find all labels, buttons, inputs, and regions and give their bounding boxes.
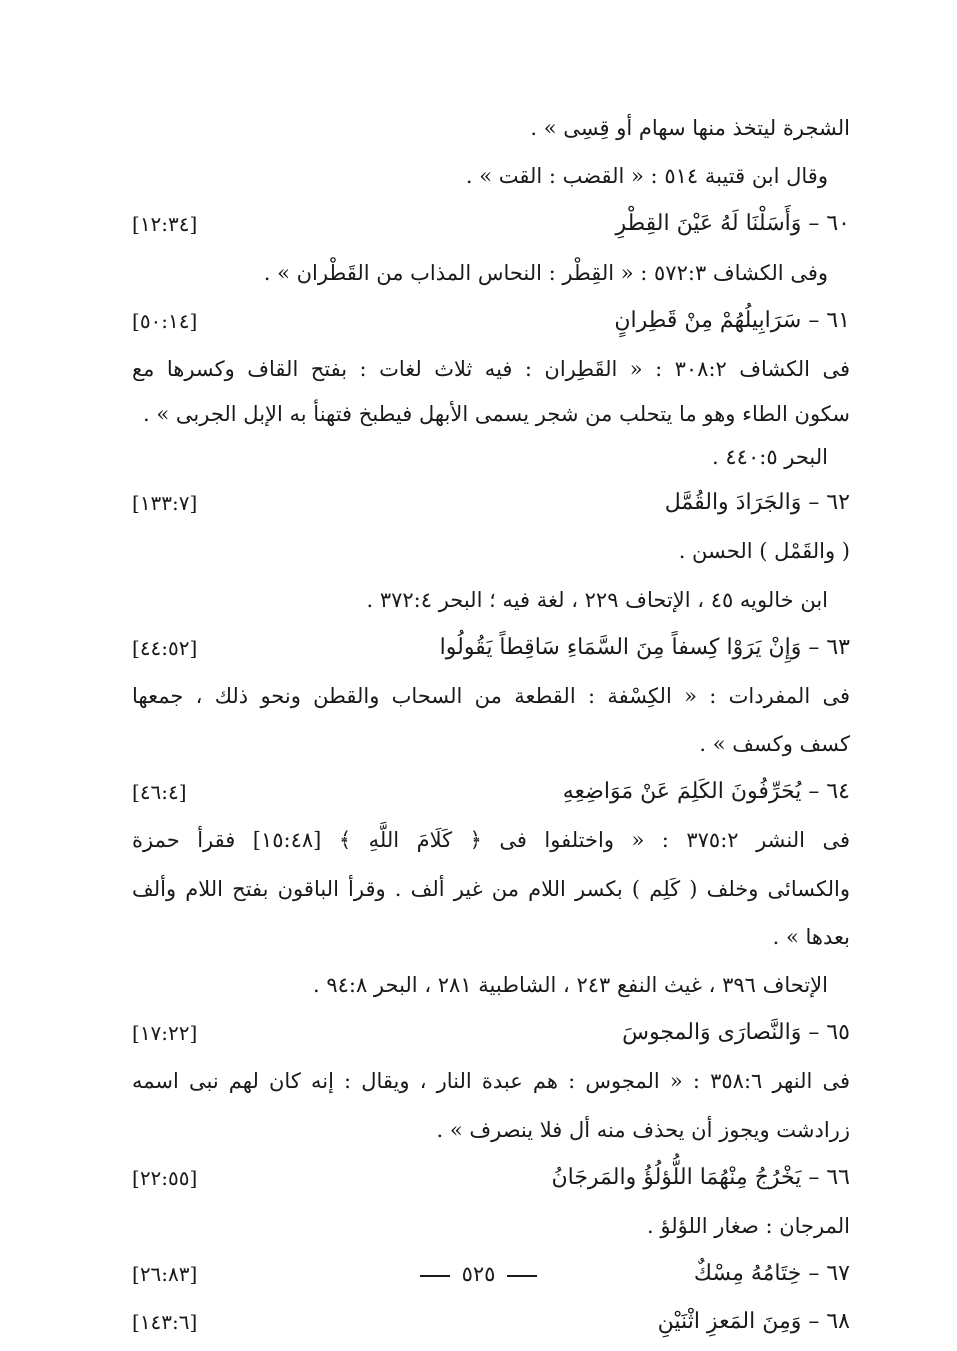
- verse-text: ٦٨ – وَمِنَ المَعزِ اثْنَيْنِ: [657, 1309, 850, 1335]
- verse-text: ٦٢ – وَالجَرَادَ والقُمَّل: [664, 490, 850, 516]
- verse-text: ٦٣ – وَإِنْ يَرَوْا كِسفاً مِنَ السَّمَاءِ سَاقِطاً يَقُولُوا: [439, 634, 850, 660]
- verse-line: [132, 1009, 850, 1057]
- verse-line: [132, 768, 850, 816]
- verse-line: [132, 479, 850, 527]
- verse-reference: [١٤٣:٦]: [132, 1310, 198, 1335]
- text-line: والكسائى وخلف ( كَلِم ) بكسر اللام من غير ألف . وقرأ الباقون بفتح اللام وألف: [132, 876, 850, 901]
- text-line: ابن خالويه ٤٥ ، الإتحاف ٢٢٩ ، لغة فيه ؛ البحر ٣٧٢:٤ .: [366, 587, 828, 612]
- verse-line: [132, 297, 850, 345]
- text-line: فى الكشاف ٣٠٨:٢ : « القَطِران : فيه ثلاث لغات : بفتح القاف وكسرها مع: [132, 356, 851, 381]
- verse-text: ٦٠ – وَأَسَلْنَا لَهُ عَيْنَ القِطْرِ: [615, 211, 850, 237]
- text-line: وفى الكشاف ٥٧٢:٣ : « القِطْر : النحاس المذاب من القَطْران » .: [263, 260, 828, 285]
- verse-text: ٦٥ – وَالنَّصارَى وَالمجوسَ: [622, 1020, 850, 1046]
- verse-reference: [١٧:٢٢]: [132, 1021, 198, 1046]
- page-body: [132, 104, 850, 1347]
- footer-dash: [420, 1275, 450, 1277]
- text-line: سكون الطاء وهو ما يتحلب من شجر يسمى الأبهل فيطبخ فتهنأ به الإبل الجربى » .: [143, 402, 850, 427]
- text-line: فى النشر ٣٧٥:٢ : « واختلفوا فى ﴿ كَلَامَ اللَّهِ ﴾ [١٥:٤٨] فقرأ حمزة: [132, 828, 850, 853]
- verse-reference: [٤٤:٥٢]: [132, 635, 198, 660]
- verse-reference: [١٢:٣٤]: [132, 212, 198, 237]
- text-line: بعدها » .: [772, 924, 850, 949]
- verse-line: [132, 1154, 850, 1202]
- verse-reference: [٢٦:٨٣]: [132, 1262, 198, 1287]
- text-line: الإتحاف ٣٩٦ ، غيث النفع ٢٤٣ ، الشاطبية ٢٨١ ، البحر ٩٤:٨ .: [312, 973, 828, 997]
- text-line: وقال ابن قتيبة ٥١٤ : « القضب : القت » .: [465, 164, 828, 189]
- text-line: كسف وكسف » .: [699, 732, 850, 757]
- verse-reference: [١٣٣:٧]: [132, 491, 198, 516]
- page-number: ٥٢٥: [461, 1262, 496, 1286]
- text-line: ( والقَمْل ) الحسن .: [678, 539, 850, 564]
- text-line: البحر ٤٤٠:٥ .: [712, 445, 828, 470]
- verse-line: [132, 1298, 850, 1346]
- verse-text: ٦١ – سَرَابِيلُهُمْ مِنْ قَطِرانٍ: [614, 307, 850, 333]
- text-line: فى المفردات : « الكِسْفة : القطعة من السحاب والقطن ونحو ذلك ، جمعها: [132, 683, 850, 708]
- verse-text: ٦٦ – يَخْرُجُ مِنْهُمَا اللُّؤلُؤُ والمَرجَانُ: [551, 1164, 850, 1190]
- footer-dash: [507, 1275, 537, 1277]
- text-line: زرادشت ويجوز أن يحذف منه أل فلا ينصرف » .: [436, 1117, 850, 1142]
- verse-reference: [٥٠:١٤]: [132, 308, 198, 333]
- text-line: المرجان : صغار اللؤلؤ .: [647, 1213, 850, 1238]
- page-footer: [0, 1262, 957, 1286]
- text-line: فى النهر ٣٥٨:٦ : « المجوس : هم عبدة النار ، ويقال : إنه كان لهم نبى اسمه: [132, 1069, 850, 1094]
- verse-reference: [٢٢:٥٥]: [132, 1165, 198, 1190]
- verse-text: ٦٧ – خِتَامُهُ مِسْكٌ: [693, 1261, 850, 1287]
- verse-line: [132, 200, 850, 248]
- verse-line: [132, 624, 850, 672]
- verse-reference: [٤٦:٤]: [132, 780, 187, 805]
- text-line: الشجرة ليتخذ منها سهام أو قِسِى » .: [530, 116, 850, 140]
- verse-text: ٦٤ – يُحَرِّفُونَ الكَلِمَ عَنْ مَوَاضِعِهِ: [562, 779, 850, 805]
